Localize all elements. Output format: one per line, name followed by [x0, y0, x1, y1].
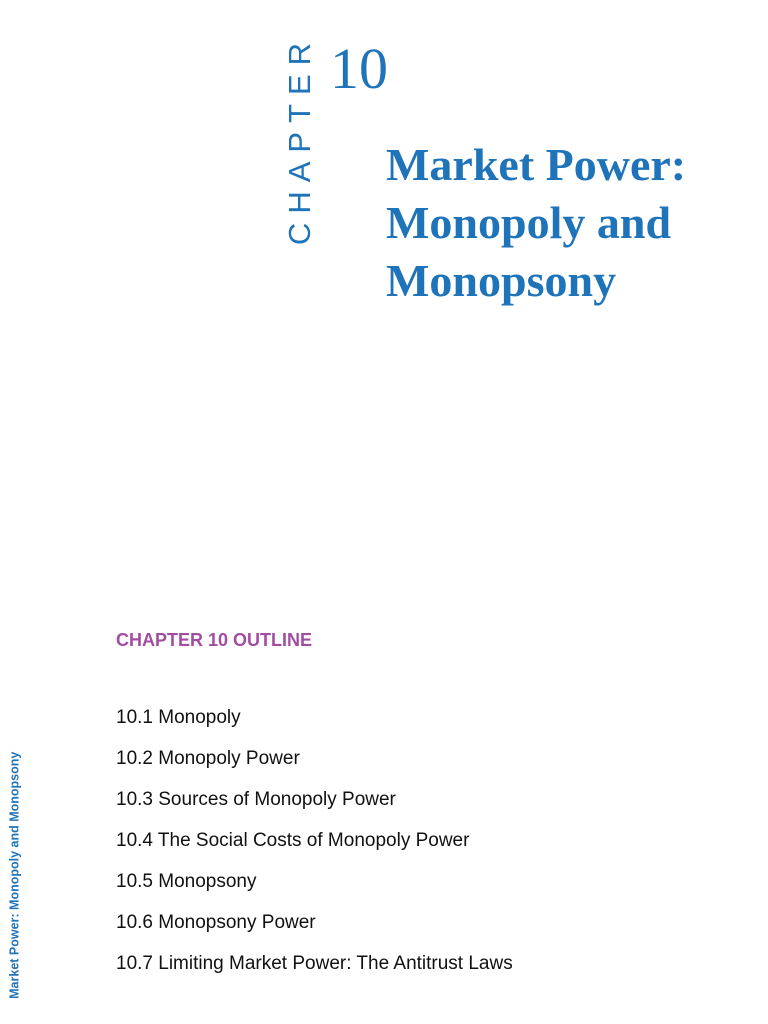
outline-heading: CHAPTER 10 OUTLINE — [116, 630, 313, 650]
chapter-title-line: Market Power: — [386, 139, 687, 190]
side-running-title — [4, 728, 26, 1022]
chapter-title-line: Monopsony — [386, 255, 617, 306]
chapter-label-text: CHAPTER — [282, 33, 318, 245]
chapter-title — [386, 136, 746, 310]
outline-item: 10.1 Monopoly — [116, 707, 241, 728]
side-running-title-text: Market Power: Monopoly and Monopsony — [7, 751, 22, 999]
outline-item: 10.2 Monopoly Power — [116, 748, 300, 769]
chapter-title-line: Monopoly and — [386, 197, 672, 248]
outline-item: 10.4 The Social Costs of Monopoly Power — [116, 830, 470, 851]
outline-item: 10.5 Monopsony — [116, 871, 257, 892]
chapter-number: 10 — [330, 36, 388, 101]
chapter-label — [278, 28, 322, 250]
outline-item: 10.3 Sources of Monopoly Power — [116, 789, 396, 810]
outline-item: 10.7 Limiting Market Power: The Antitrust Laws — [116, 953, 513, 974]
outline-list — [116, 705, 513, 992]
outline-item: 10.6 Monopsony Power — [116, 912, 316, 933]
